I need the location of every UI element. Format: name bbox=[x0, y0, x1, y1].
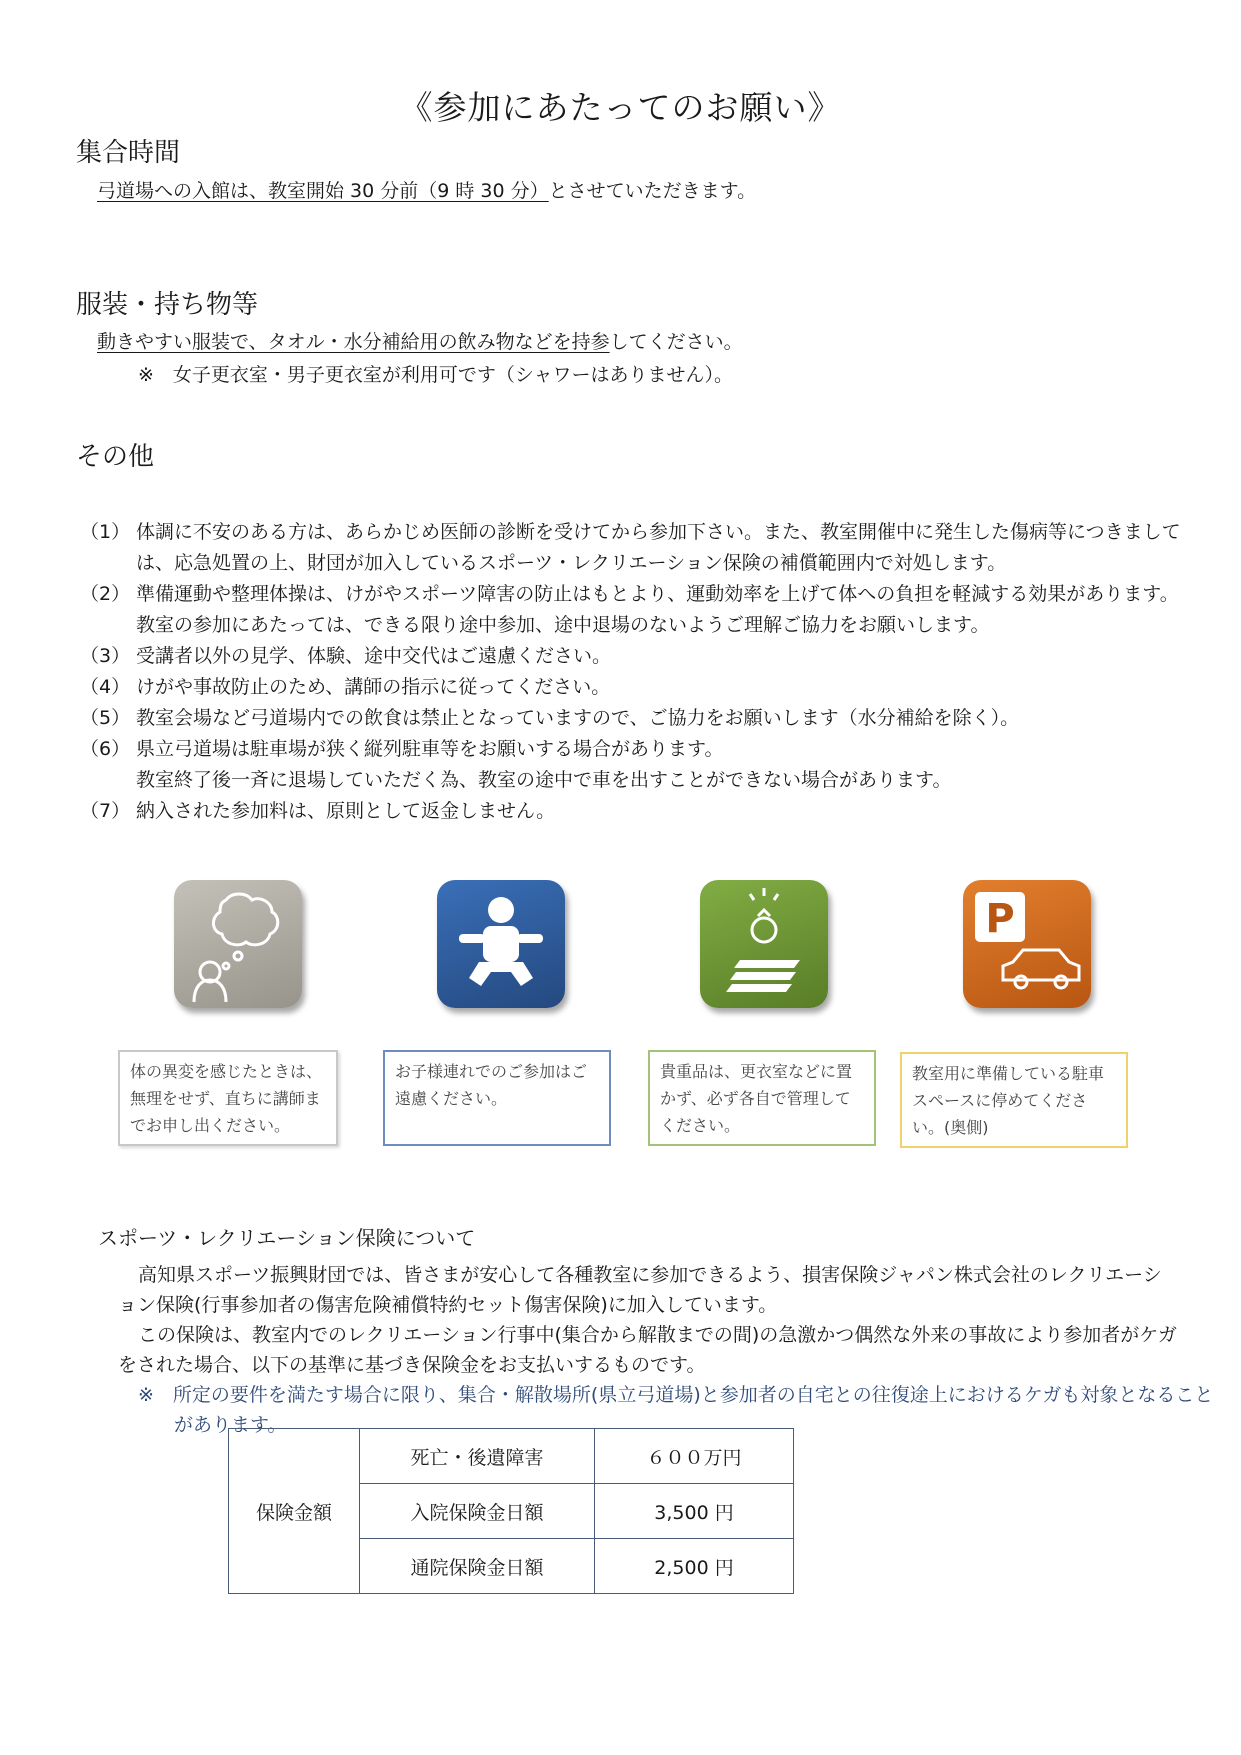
svg-text:P: P bbox=[985, 896, 1015, 942]
meeting-text bbox=[97, 176, 756, 203]
list-item: （7） 納入された参加料は、原則として返金しません。 bbox=[80, 800, 556, 822]
insurance-para1: 高知県スポーツ振興財団では、皆さまが安心して各種教室に参加できるよう、損害保険ジャパン株式会社のレクリエーション保険(行事参加者の傷害危険補償特約セット傷害保険)に加入しています。 bbox=[118, 1264, 1162, 1316]
attire-note: ※ 女子更衣室・男子更衣室が利用可です（シャワーはありません）。 bbox=[138, 364, 734, 386]
list-item: （5） 教室会場など弓道場内での飲食は禁止となっていますので、ご協力をお願いします（水分補給を除く）。 bbox=[80, 707, 1020, 729]
insurance-title: スポーツ・レクリエーション保険について bbox=[98, 1226, 476, 1250]
meeting-text-rest: とさせていただきます。 bbox=[548, 180, 757, 202]
other-list bbox=[80, 517, 1190, 827]
list-item: （6） 県立弓道場は駐車場が狭く縦列駐車等をお願いする場合があります。 bbox=[80, 738, 724, 760]
insurance-table bbox=[228, 1428, 794, 1594]
other-heading: その他 bbox=[76, 442, 155, 472]
meeting-heading: 集合時間 bbox=[76, 138, 181, 168]
note-box-parking: 教室用に準備している駐車スペースに停めてください。(奥側) bbox=[900, 1052, 1128, 1148]
attire-text-rest: してください。 bbox=[609, 331, 743, 353]
list-item: （4） けがや事故防止のため、講師の指示に従ってください。 bbox=[80, 676, 611, 698]
table-label: 保険金額 bbox=[229, 1429, 360, 1594]
note-box-health: 体の異変を感じたときは、無理をせず、直ちに講師までお申し出ください。 bbox=[118, 1050, 338, 1146]
attire-heading: 服装・持ち物等 bbox=[76, 290, 259, 320]
insurance-note: ※ 所定の要件を満たす場合に限り、集合・解散場所(県立弓道場)と参加者の自宅との往復途上におけるケガも対象となることがあります。 bbox=[138, 1384, 1214, 1436]
table-cell: 死亡・後遺障害 bbox=[360, 1429, 595, 1484]
meeting-text-underlined: 弓道場への入館は、教室開始 30 分前（9 時 30 分） bbox=[97, 180, 549, 202]
insurance-body bbox=[118, 1260, 1178, 1380]
table-cell: 入院保険金日額 bbox=[360, 1484, 595, 1539]
attire-text-underlined: 動きやすい服装で、タオル・水分補給用の飲み物などを持参 bbox=[97, 331, 610, 353]
table-cell: 3,500 円 bbox=[595, 1484, 794, 1539]
note-box-children: お子様連れでのご参加はご遠慮ください。 bbox=[383, 1050, 611, 1146]
baby-icon bbox=[437, 880, 565, 1008]
list-item: （1） 体調に不安のある方は、あらかじめ医師の診断を受けてから参加下さい。また、教室開催中に発生した傷病等につきましては、応急処置の上、財団が加入しているスポーツ・レクリエーション保険の補償範囲内で対処します。 bbox=[80, 521, 1181, 574]
valuables-icon bbox=[700, 880, 828, 1008]
list-item: （2） 準備運動や整理体操は、けがやスポーツ障害の防止はもとより、運動効率を上げて体への負担を軽減する効果があります。教室の参加にあたっては、できる限り途中参加、途中退場のないようご理解ご協力をお願いします。 bbox=[80, 583, 1179, 636]
table-cell: 2,500 円 bbox=[595, 1539, 794, 1594]
note-box-valuables: 貴重品は、更衣室などに置かず、必ず各自で管理してください。 bbox=[648, 1050, 876, 1146]
list-item: 教室終了後一斉に退場していただく為、教室の途中で車を出すことができない場合があります。 bbox=[136, 769, 952, 791]
page-title: 《参加にあたってのお願い》 bbox=[399, 88, 842, 127]
thinking-person-icon bbox=[174, 880, 302, 1008]
parking-icon bbox=[963, 880, 1091, 1008]
table-cell: 通院保険金日額 bbox=[360, 1539, 595, 1594]
attire-text bbox=[97, 327, 743, 354]
table-cell: ６００万円 bbox=[595, 1429, 794, 1484]
insurance-para2: この保険は、教室内でのレクリエーション行事中(集合から解散までの間)の急激かつ偶然な外来の事故により参加者がケガをされた場合、以下の基準に基づき保険金をお支払いするものです。 bbox=[118, 1324, 1177, 1376]
table-row bbox=[229, 1429, 794, 1484]
list-item: （3） 受講者以外の見学、体験、途中交代はご遠慮ください。 bbox=[80, 645, 612, 667]
